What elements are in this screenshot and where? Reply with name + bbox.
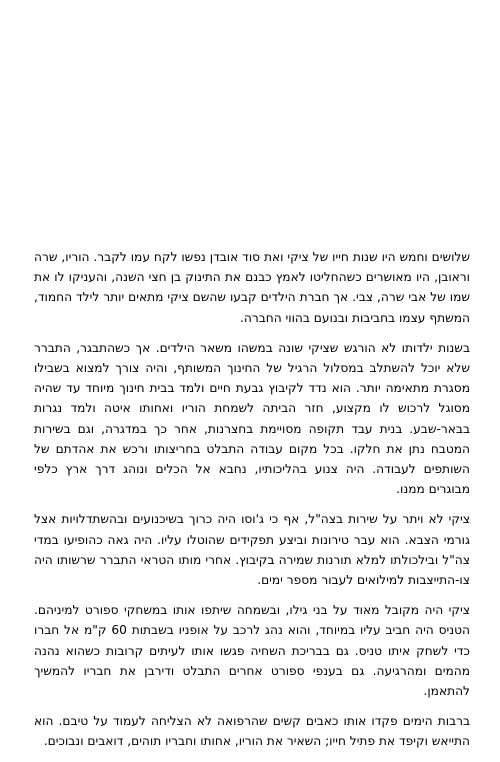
paragraph-2: בשנות ילדותו לא הורגש שציקי שונה במשהו משאר הילדים. אך כשהתבגר, התברר שלא יוכל להשתלב במסלול הרגיל של החינוך המשותף, והיה צורך למצוא בשבילו מסגרת מתאימה יותר. הוא נדד לקיבוץ גבעת חיים ולמד בבית חינוך מיוחד עד שהיה מסוגל לרכוש לו מקצוע, חזר הביתה לשמחת הוריו ואחותו איטה ולמד נגרות בבאר-שבע. בנית עבד תקופה מסויימת בחצרנות, אחר כך במדגרה, וגם בשירות המטבח נתן את חלקו. בכל מקום עבודה התבלט בחריצותו ורכש את אהדתם של השותפים לעבודה. היה צנוע בהליכותיו, נחבא אל הכלים ונוהג דרך ארץ כלפי מבוגרים ממנו. xyxy=(34,340,470,497)
paragraph-4: ציקי היה מקובל מאוד על בני גילו, ובשמחה שיתפו אותו במשחקי ספורט למיניהם. הטניס היה חביב עליו במיוחד, והוא נהג לרכב על אופניו בשבתות 60 ק"מ אל חברו כדי לשחק איתו טניס. גם בבריכת השחיה פגשו אותו לעיתים קרובות כשהוא נהנה מהמים ומהרגיעה. גם בענפי ספורט אחרים התבלט ודירבן את חבריו להמשיך להתאמן. xyxy=(34,603,470,699)
paragraph-1: שלושים וחמש היו שנות חייו של ציקי ואת סוד אובדן נפשו לקח עמו לקבר. הוריו, שרה וראובן, היו מאושרים כשהחליטו לאמץ כבנם את התינוק בן חצי השנה, והעניקו לו את שמו של אבי שרה, צבי. אך חברת הילדים קבעו שהשם ציקי מתאים יותר לילד החמוד, המשתף עצמו בחביבות ובנועם בהווי החברה. xyxy=(34,250,470,325)
memorial-text xyxy=(34,247,470,762)
paragraph-5: ברבות הימים פקדו אותו כאבים קשים שהרפואה לא הצליחה לעמוד על טיבם. הוא התייאש וקיפד את פתיל חייו; השאיר את הוריו, אחותו וחבריו תוהים, דואבים ונבוכים. xyxy=(34,714,470,749)
paragraph-3: ציקי לא ויתר על שירות בצה"ל, אף כי ג'וסו היה כרוך בשיכנועים ובהשתדלויות אצל גורמי הצבא. הוא עבר טירונות וביצע תפקידים שהוטלו עליו. היה גאה כהופיעו במדי צה"ל ובילכולתו למלא תורנות שמירה בקיבוץ. אחרי מותו הטראי התברר שרשותו היה צו-התייצבות למילואים לעבור מספר ימים. xyxy=(34,512,470,588)
